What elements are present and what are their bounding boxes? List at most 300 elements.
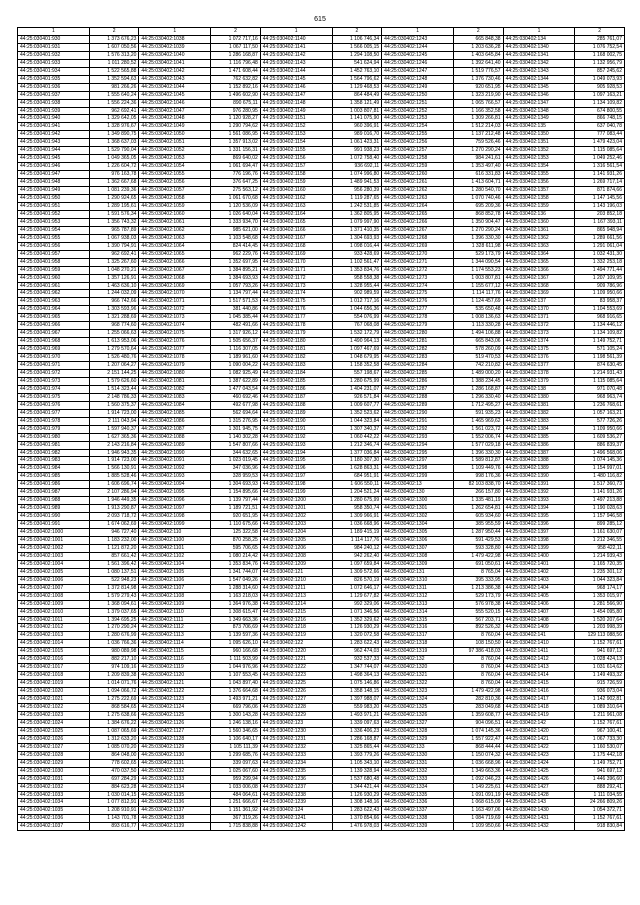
cadastral-number-cell: 44:25:030402:1060	[139, 210, 211, 218]
cadastral-value-cell: 984 240,12	[332, 544, 382, 552]
cadastral-value-cell: 1 493 971,21	[332, 711, 382, 719]
cadastral-value-cell: 1 556 224,36	[89, 99, 139, 107]
cadastral-value-cell: 1 287 950,44	[453, 529, 503, 537]
cadastral-value-cell: 1 325 267,60	[89, 258, 139, 266]
cadastral-value-cell: 1 097 163,21	[575, 91, 625, 99]
cadastral-value-cell: 1 339 097,63	[332, 719, 382, 727]
table-row	[18, 648, 625, 656]
cadastral-value-cell: 882 217,10	[89, 656, 139, 664]
cadastral-value-cell: 1 489 941,53	[332, 179, 382, 187]
cadastral-value-cell: 576 978,38	[453, 600, 503, 608]
cadastral-value-cell: 1 715 838,88	[211, 823, 261, 831]
cadastral-number-cell: 44:25:030402:1104	[139, 560, 211, 568]
table-row	[18, 35, 625, 43]
cadastral-number-cell: 44:25:030402:1386	[503, 441, 575, 449]
cadastral-value-cell: 1 111 034,55	[575, 791, 625, 799]
cadastral-value-cell: 1 300 143,28	[211, 711, 261, 719]
cadastral-value-cell: 1 394 695,25	[89, 616, 139, 624]
cadastral-value-cell: 1 479 422,98	[453, 688, 503, 696]
table-row	[18, 513, 625, 521]
cadastral-value-cell: 1 290 924,65	[89, 195, 139, 203]
table-row	[18, 815, 625, 823]
cadastral-value-cell: 1 280 675,99	[332, 497, 382, 505]
cadastral-number-cell: 44:25:030402:1363	[503, 242, 575, 250]
table-row	[18, 696, 625, 704]
table-row	[18, 505, 625, 513]
cadastral-value-cell: 866 748,15	[575, 115, 625, 123]
cadastral-value-cell: 1 154 997,01	[575, 465, 625, 473]
cadastral-number-cell: 44:25:030402:1169	[260, 250, 332, 258]
cadastral-value-cell: 1 214 931,43	[575, 369, 625, 377]
cadastral-number-cell: 44:25:030402:1246	[382, 59, 454, 67]
cadastral-value-cell: 1 291 061,04	[575, 242, 625, 250]
cadastral-number-cell: 44:25:030402:1289	[382, 401, 454, 409]
cadastral-value-cell: 1 114 117,76	[332, 537, 382, 545]
cadastral-value-cell: 1 589 812,87	[453, 457, 503, 465]
cadastral-value-cell: 1 479 422,98	[453, 552, 503, 560]
cadastral-number-cell: 44:25:030402:1027	[18, 743, 90, 751]
cadastral-value-cell: 1 946 943,35	[89, 449, 139, 457]
cadastral-number-cell: 44:25:030401:969	[18, 346, 90, 354]
cadastral-number-cell: 44:25:030402:1099	[139, 521, 211, 529]
cadastral-number-cell: 44:25:030402:1008	[18, 592, 90, 600]
cadastral-value-cell: 1 914 723,00	[89, 457, 139, 465]
cadastral-value-cell: 1 309 966,91	[332, 513, 382, 521]
cadastral-number-cell: 44:25:030402:1292	[382, 425, 454, 433]
cadastral-number-cell: 44:25:030402:1314	[382, 608, 454, 616]
cadastral-number-cell: 44:25:030402:1348	[503, 107, 575, 115]
cadastral-value-cell: 1 189 721,51	[211, 505, 261, 513]
cadastral-number-cell: 44:25:030402:1286	[382, 377, 454, 385]
cadastral-number-cell: 44:25:030402:1300	[382, 497, 454, 505]
cadastral-number-cell: 44:25:030402:1112	[139, 624, 211, 632]
cadastral-value-cell: 1 560 375,37	[89, 401, 139, 409]
cadastral-number-cell: 44:25:030401:950	[18, 195, 90, 203]
cadastral-value-cell: 918 830,84	[575, 823, 625, 831]
cadastral-value-cell: 1 080 214,42	[211, 552, 261, 560]
cadastral-number-cell: 44:25:030402:1052	[139, 147, 211, 155]
cadastral-number-cell: 44:25:030402:1255	[382, 131, 454, 139]
cadastral-number-cell: 44:25:030402:1102	[139, 552, 211, 560]
cadastral-number-cell: 44:25:030402:1218	[260, 624, 332, 632]
cadastral-number-cell: 44:25:030402:1069	[139, 282, 211, 290]
cadastral-number-cell: 44:25:030402:1012	[18, 624, 90, 632]
cadastral-number-cell: 44:25:030402:138	[503, 385, 575, 393]
cadastral-number-cell: 44:25:030402:1195	[260, 457, 332, 465]
cadastral-number-cell: 44:25:030402:1073	[139, 314, 211, 322]
cadastral-value-cell: 992 329,06	[332, 600, 382, 608]
cadastral-number-cell: 44:25:030402:1366	[503, 266, 575, 274]
cadastral-value-cell: 1 607 050,56	[89, 43, 139, 51]
cadastral-value-cell: 1 270 290,24	[453, 226, 503, 234]
cadastral-number-cell: 44:25:030402:1358	[503, 195, 575, 203]
cadastral-number-cell: 44:25:030402:1186	[260, 385, 332, 393]
cadastral-number-cell: 44:25:030402:1121	[139, 680, 211, 688]
cadastral-value-cell: 367 319,26	[211, 815, 261, 823]
cadastral-number-cell: 44:25:030401:986	[18, 481, 90, 489]
cadastral-number-cell: 44:25:030402:1263	[382, 195, 454, 203]
cadastral-value-cell: 985 621,00	[211, 226, 261, 234]
table-row	[18, 664, 625, 672]
column-header: 1	[260, 28, 332, 36]
cadastral-number-cell: 44:25:030402:1072	[139, 306, 211, 314]
cadastral-number-cell: 44:25:030402:1171	[260, 266, 332, 274]
cadastral-number-cell: 44:25:030402:1059	[139, 202, 211, 210]
table-row	[18, 409, 625, 417]
cadastral-value-cell: 8 760,04	[453, 664, 503, 672]
cadastral-value-cell: 1 134 797,44	[211, 290, 261, 298]
cadastral-number-cell: 44:25:030402:1142	[260, 51, 332, 59]
cadastral-number-cell: 44:25:030402:1015	[18, 648, 90, 656]
cadastral-number-cell: 44:25:030402:1312	[382, 592, 454, 600]
table-row	[18, 377, 625, 385]
cadastral-number-cell: 44:25:030401:990	[18, 513, 90, 521]
cadastral-value-cell: 339 097,63	[211, 759, 261, 767]
cadastral-number-cell: 44:25:030402:1009	[18, 600, 90, 608]
cadastral-number-cell: 44:25:030402:1388	[503, 457, 575, 465]
cadastral-value-cell: 974 109,16	[89, 664, 139, 672]
cadastral-number-cell: 44:25:030402:1385	[503, 433, 575, 441]
cadastral-value-cell: 892 526,32	[453, 624, 503, 632]
cadastral-value-cell: 1 121 872,20	[89, 544, 139, 552]
cadastral-value-cell: 1 379 037,65	[89, 608, 139, 616]
cadastral-value-cell: 1 132 956,79	[575, 59, 625, 67]
cadastral-number-cell: 44:25:030401:991	[18, 521, 90, 529]
cadastral-value-cell: 1 152 892,16	[211, 83, 261, 91]
cadastral-value-cell: 376 647,25	[211, 179, 261, 187]
cadastral-number-cell: 44:25:030402:1281	[382, 338, 454, 346]
cadastral-value-cell: 1 283 622,43	[332, 640, 382, 648]
cadastral-number-cell: 44:25:030401:966	[18, 322, 90, 330]
cadastral-value-cell: 1 165 720,35	[575, 560, 625, 568]
table-row	[18, 688, 625, 696]
cadastral-value-cell: 1 049 365,05	[89, 155, 139, 163]
cadastral-value-cell: 1 353 834,76	[332, 266, 382, 274]
cadastral-number-cell: 44:25:030402:1227	[260, 696, 332, 704]
cadastral-value-cell: 1 316 561,54	[575, 163, 625, 171]
cadastral-number-cell: 44:25:030402:1277	[382, 306, 454, 314]
cadastral-number-cell: 44:25:030402:1323	[382, 688, 454, 696]
cadastral-value-cell: 1 606 696,74	[89, 481, 139, 489]
cadastral-number-cell: 44:25:030402:1313	[382, 600, 454, 608]
cadastral-value-cell: 1 353 834,76	[211, 560, 261, 568]
cadastral-number-cell: 44:25:030402:1262	[382, 187, 454, 195]
cadastral-number-cell: 44:25:030402:1376	[503, 354, 575, 362]
cadastral-value-cell: 1 946 449,35	[89, 497, 139, 505]
cadastral-number-cell: 44:25:030402:1037	[18, 823, 90, 831]
cadastral-value-cell: 1 497 213,88	[575, 497, 625, 505]
cadastral-number-cell: 44:25:030402:1294	[382, 441, 454, 449]
table-row	[18, 704, 625, 712]
cadastral-number-cell: 44:25:030401:984	[18, 465, 90, 473]
cadastral-value-cell: 1 358 121,49	[332, 99, 382, 107]
cadastral-value-cell: 1 275 638,66	[89, 711, 139, 719]
cadastral-value-cell: 2 151 144,25	[89, 369, 139, 377]
cadastral-number-cell: 44:25:030402:1295	[382, 449, 454, 457]
cadastral-number-cell: 44:25:030402:1238	[260, 791, 332, 799]
cadastral-number-cell: 44:25:030401:954	[18, 226, 90, 234]
cadastral-number-cell: 44:25:030402:1420	[503, 727, 575, 735]
cadastral-value-cell: 1 308 615,47	[211, 608, 261, 616]
cadastral-number-cell: 44:25:030402:1221	[260, 656, 332, 664]
cadastral-number-cell: 44:25:030402:1133	[139, 775, 211, 783]
cadastral-number-cell: 44:25:030402:1100	[139, 537, 211, 545]
cadastral-number-cell: 44:25:030402:1214	[260, 600, 332, 608]
cadastral-number-cell: 44:25:030402:142	[503, 719, 575, 727]
cadastral-number-cell: 44:25:030402:1235	[260, 767, 332, 775]
cadastral-value-cell: 1 505 656,37	[211, 338, 261, 346]
cadastral-number-cell: 44:25:030402:1290	[382, 409, 454, 417]
cadastral-value-cell: 328 959,53	[211, 473, 261, 481]
cadastral-value-cell: 762 632,82	[211, 75, 261, 83]
cadastral-number-cell: 44:25:030402:1340	[503, 43, 575, 51]
cadastral-value-cell: 1 290 794,62	[211, 123, 261, 131]
cadastral-number-cell: 44:25:030402:1170	[260, 258, 332, 266]
cadastral-number-cell: 44:25:030402:1325	[382, 704, 454, 712]
cadastral-value-cell: 1 190 028,63	[575, 505, 625, 513]
cadastral-number-cell: 44:25:030402:1279	[382, 322, 454, 330]
cadastral-number-cell: 44:25:030402:1407	[503, 608, 575, 616]
cadastral-number-cell: 44:25:030402:1251	[382, 99, 454, 107]
cadastral-value-cell: 1 087 065,69	[89, 727, 139, 735]
table-row	[18, 210, 625, 218]
cadastral-value-cell: 956 280,39	[332, 187, 382, 195]
cadastral-value-cell: 1 115 085,64	[575, 147, 625, 155]
cadastral-number-cell: 44:25:030402:1350	[503, 131, 575, 139]
cadastral-number-cell: 44:25:030402:1236	[260, 775, 332, 783]
cadastral-number-cell: 44:25:030402:1222	[260, 664, 332, 672]
cadastral-number-cell: 44:25:030402:1245	[382, 51, 454, 59]
cadastral-value-cell: 962 474,03	[332, 648, 382, 656]
cadastral-value-cell: 1 074 145,36	[575, 457, 625, 465]
cadastral-number-cell: 44:25:030402:1339	[382, 823, 454, 831]
cadastral-value-cell: 1 116 796,48	[211, 59, 261, 67]
cadastral-number-cell: 44:25:030401:935	[18, 75, 90, 83]
cadastral-value-cell: 1 307 340,37	[332, 425, 382, 433]
cadastral-number-cell: 44:25:030402:1056	[139, 179, 211, 187]
cadastral-value-cell: 593 328,80	[453, 544, 503, 552]
cadastral-number-cell: 44:25:030402:1282	[382, 346, 454, 354]
table-row	[18, 362, 625, 370]
cadastral-number-cell: 44:25:030402:1404	[503, 584, 575, 592]
cadastral-number-cell: 44:25:030401:970	[18, 354, 90, 362]
cadastral-value-cell: 941 697,12	[575, 648, 625, 656]
cadastral-number-cell: 44:25:030402:1163	[260, 202, 332, 210]
cadastral-number-cell: 44:25:030402:1202	[260, 513, 332, 521]
cadastral-number-cell: 44:25:030402:1053	[139, 155, 211, 163]
cadastral-number-cell: 44:25:030402:1432	[503, 823, 575, 831]
cadastral-value-cell: 1 105 111,39	[211, 743, 261, 751]
cadastral-value-cell: 1 141 075,90	[332, 115, 382, 123]
cadastral-number-cell: 44:25:030402:1061	[139, 218, 211, 226]
cadastral-value-cell: 777 083,44	[575, 131, 625, 139]
cadastral-value-cell: 926 571,84	[332, 393, 382, 401]
cadastral-value-cell: 909 786,96	[575, 282, 625, 290]
cadastral-number-cell: 44:25:030402:1316	[382, 624, 454, 632]
cadastral-number-cell: 44:25:030401:975	[18, 393, 90, 401]
cadastral-number-cell: 44:25:030402:135	[503, 123, 575, 131]
cadastral-number-cell: 44:25:030402:1390	[503, 473, 575, 481]
table-row	[18, 680, 625, 688]
cadastral-value-cell: 1 312 633,20	[89, 735, 139, 743]
cadastral-number-cell: 44:25:030401:934	[18, 67, 90, 75]
cadastral-value-table	[17, 27, 625, 831]
cadastral-value-cell: 965 787,89	[89, 226, 139, 234]
cadastral-number-cell: 44:25:030401:987	[18, 489, 90, 497]
cadastral-number-cell: 44:25:030402:1018	[18, 672, 90, 680]
cadastral-value-cell: 554 076,99	[332, 314, 382, 322]
cadastral-number-cell: 44:25:030401:941	[18, 123, 90, 131]
table-row	[18, 401, 625, 409]
table-row	[18, 369, 625, 377]
cadastral-value-cell: 1 304 693,93	[332, 234, 382, 242]
cadastral-value-cell: 577 726,26	[575, 417, 625, 425]
cadastral-number-cell: 44:25:030401:961	[18, 282, 90, 290]
cadastral-number-cell: 44:25:030402:1226	[260, 688, 332, 696]
cadastral-number-cell: 44:25:030402:1335	[382, 791, 454, 799]
page-number: 615	[314, 16, 326, 23]
cadastral-value-cell: 1 591 576,34	[89, 210, 139, 218]
cadastral-value-cell: 1 328 976,67	[89, 123, 139, 131]
cadastral-number-cell: 44:25:030402:1182	[260, 354, 332, 362]
cadastral-number-cell: 44:25:030402:1089	[139, 441, 211, 449]
cadastral-value-cell: 1 044 323,84	[575, 576, 625, 584]
cadastral-number-cell: 44:25:030402:1016	[18, 656, 90, 664]
cadastral-value-cell: 1 358 148,15	[332, 688, 382, 696]
cadastral-number-cell: 44:25:030402:1283	[382, 354, 454, 362]
cadastral-value-cell: 1 368 637,03	[89, 139, 139, 147]
cadastral-value-cell: 669 796,06	[211, 704, 261, 712]
cadastral-value-cell: 1 288 314,60	[211, 584, 261, 592]
cadastral-number-cell: 44:25:030402:1362	[503, 234, 575, 242]
cadastral-value-cell: 1 579 626,60	[89, 377, 139, 385]
cadastral-number-cell: 44:25:030402:1322	[382, 680, 454, 688]
cadastral-number-cell: 44:25:030402:1141	[260, 43, 332, 51]
table-row	[18, 632, 625, 640]
cadastral-number-cell: 44:25:030402:1194	[260, 449, 332, 457]
cadastral-number-cell: 44:25:030402:1379	[503, 377, 575, 385]
cadastral-number-cell: 44:25:030402:1293	[382, 433, 454, 441]
cadastral-value-cell: 1 269 717,14	[575, 179, 625, 187]
cadastral-value-cell: 1 116 307,05	[211, 346, 261, 354]
cadastral-value-cell: 97 386 418,03	[453, 648, 503, 656]
cadastral-number-cell: 44:25:030402:1204	[260, 529, 332, 537]
cadastral-value-cell: 108 150,50	[453, 640, 503, 648]
cadastral-number-cell: 44:25:030402:1166	[260, 226, 332, 234]
table-row	[18, 767, 625, 775]
cadastral-value-cell: 381 440,86	[211, 306, 261, 314]
cadastral-number-cell: 44:25:030401:945	[18, 155, 90, 163]
cadastral-number-cell: 44:25:030402:1155	[260, 147, 332, 155]
table-row	[18, 751, 625, 759]
cadastral-value-cell: 691 050,61	[453, 560, 503, 568]
cadastral-number-cell: 44:25:030402:1135	[139, 791, 211, 799]
cadastral-value-cell: 1 147 145,56	[575, 195, 625, 203]
cadastral-number-cell: 44:25:030402:1105	[139, 568, 211, 576]
cadastral-value-cell: 946 727,40	[89, 529, 139, 537]
cadastral-value-cell: 1 301 945,75	[211, 425, 261, 433]
cadastral-value-cell: 637 040,78	[575, 123, 625, 131]
cadastral-value-cell: 1 270 290,24	[453, 147, 503, 155]
cadastral-number-cell: 44:25:030402:1244	[382, 43, 454, 51]
cadastral-value-cell: 1 566 005,15	[332, 43, 382, 51]
cadastral-number-cell: 44:25:030402:1032	[18, 783, 90, 791]
table-row	[18, 441, 625, 449]
cadastral-number-cell: 44:25:030401:940	[18, 115, 90, 123]
cadastral-number-cell: 44:25:030402:130	[382, 489, 454, 497]
cadastral-number-cell: 44:25:030401:978	[18, 417, 90, 425]
cadastral-value-cell: 1 043 897,40	[211, 680, 261, 688]
table-row	[18, 600, 625, 608]
cadastral-value-cell: 591 935,23	[453, 409, 503, 417]
column-header: 2	[453, 28, 503, 36]
table-row	[18, 202, 625, 210]
cadastral-value-cell: 1 081 239,36	[89, 187, 139, 195]
cadastral-value-cell: 1 384 693,93	[211, 274, 261, 282]
cadastral-number-cell: 44:25:030402:1111	[139, 616, 211, 624]
cadastral-number-cell: 44:25:030401:958	[18, 258, 90, 266]
cadastral-number-cell: 44:25:030402:1046	[139, 99, 211, 107]
cadastral-value-cell: 1 048 679,95	[332, 354, 382, 362]
column-header: 2	[89, 28, 139, 36]
cadastral-number-cell: 44:25:030402:1225	[260, 680, 332, 688]
cadastral-number-cell: 44:25:030402:1360	[503, 218, 575, 226]
cadastral-number-cell: 44:25:030402:1331	[382, 759, 454, 767]
cadastral-number-cell: 44:25:030402:1066	[139, 258, 211, 266]
cadastral-value-cell: 1 214 939,43	[575, 552, 625, 560]
table-row	[18, 560, 625, 568]
cadastral-value-cell: 1 067 117,50	[211, 43, 261, 51]
cadastral-value-cell: 1 532 172,79	[332, 330, 382, 338]
cadastral-number-cell: 44:25:030402:1173	[260, 282, 332, 290]
cadastral-number-cell: 44:25:030402:1004	[18, 560, 90, 568]
cadastral-number-cell: 44:25:030402:1020	[18, 688, 90, 696]
cadastral-number-cell: 44:25:030402:1034	[18, 799, 90, 807]
cadastral-value-cell: 1 328 955,44	[332, 282, 382, 290]
cadastral-number-cell: 44:25:030402:1187	[260, 393, 332, 401]
cadastral-number-cell: 44:25:030402:1081	[139, 377, 211, 385]
cadastral-value-cell: 2 111 043,94	[89, 417, 139, 425]
cadastral-number-cell: 44:25:030402:1078	[139, 354, 211, 362]
cadastral-value-cell: 1 032 431,30	[575, 250, 625, 258]
cadastral-value-cell: 1 095 626,10	[211, 640, 261, 648]
cadastral-number-cell: 44:25:030401:931	[18, 43, 90, 51]
cadastral-number-cell: 44:25:030402:1356	[503, 179, 575, 187]
cadastral-value-cell: 1 885 528,46	[89, 473, 139, 481]
cadastral-value-cell: 1 251 666,67	[211, 799, 261, 807]
table-row	[18, 226, 625, 234]
table-row	[18, 274, 625, 282]
cadastral-number-cell: 44:25:030402:1096	[139, 497, 211, 505]
cadastral-number-cell: 44:25:030402:1305	[382, 529, 454, 537]
cadastral-number-cell: 44:25:030402:1232	[260, 743, 332, 751]
cadastral-value-cell: 1 140 302,28	[211, 433, 261, 441]
table-row	[18, 521, 625, 529]
cadastral-value-cell: 1 097 659,84	[332, 560, 382, 568]
cadastral-number-cell: 44:25:030402:1275	[382, 290, 454, 298]
cadastral-value-cell: 1 606 550,11	[332, 481, 382, 489]
cadastral-number-cell: 44:25:030402:1419	[503, 711, 575, 719]
cadastral-number-cell: 44:25:030402:1098	[139, 513, 211, 521]
cadastral-value-cell: 1 163 497,06	[453, 807, 503, 815]
cadastral-value-cell: 1 067 733,30	[575, 735, 625, 743]
cadastral-value-cell: 864 484,49	[332, 91, 382, 99]
cadastral-value-cell: 1 280 676,99	[89, 632, 139, 640]
column-header: 2	[332, 28, 382, 36]
cadastral-number-cell: 44:25:030402:1427	[503, 783, 575, 791]
cadastral-value-cell: 1 377 036,84	[332, 449, 382, 457]
cadastral-number-cell: 44:25:030402:1299	[382, 473, 454, 481]
